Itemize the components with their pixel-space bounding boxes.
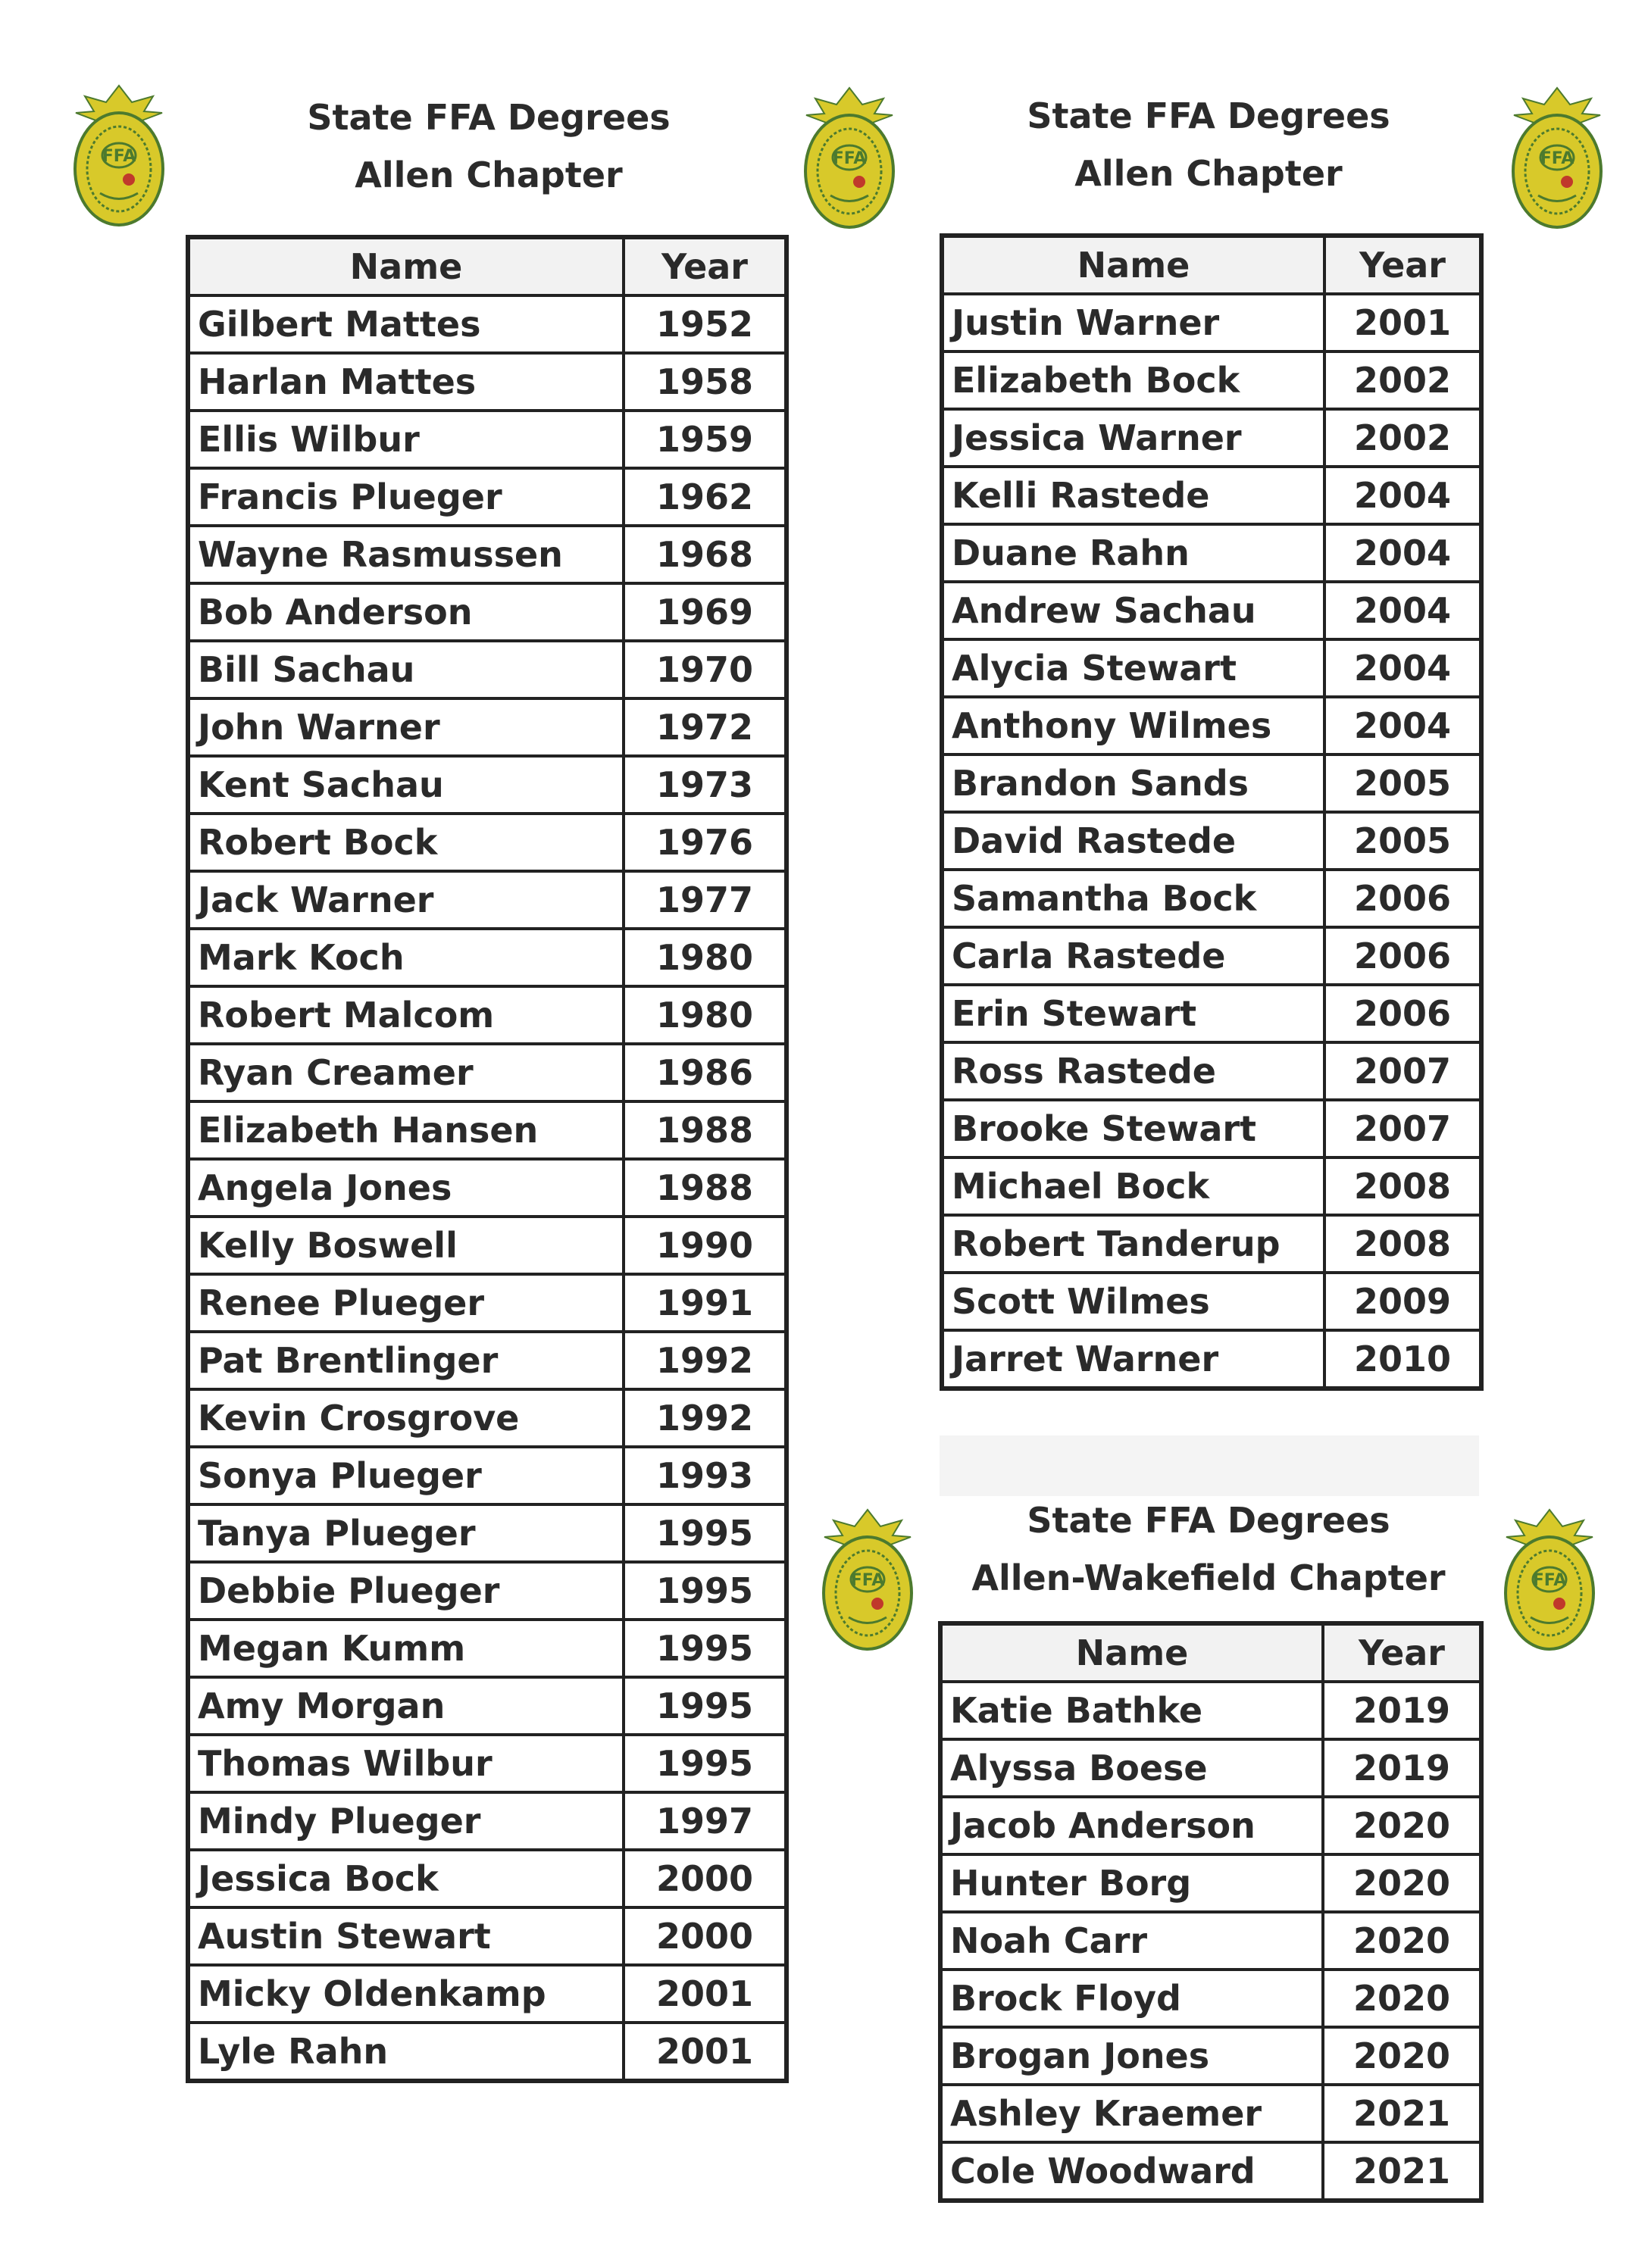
heading-title: State FFA Degrees <box>1027 1500 1390 1541</box>
name-cell: Andrew Sachau <box>942 582 1324 639</box>
year-cell: 2001 <box>624 1965 786 2023</box>
year-cell: 2005 <box>1324 754 1481 812</box>
table-row <box>942 294 1481 351</box>
table-row <box>940 2085 1481 2142</box>
year-cell: 2007 <box>1324 1042 1481 1100</box>
year-cell: 1959 <box>624 411 786 468</box>
heading-chapter: Allen Chapter <box>1074 153 1343 194</box>
table-row <box>942 524 1481 582</box>
year-cell: 2000 <box>624 1907 786 1965</box>
table-row <box>942 1330 1481 1389</box>
year-cell: 1988 <box>624 1159 786 1217</box>
year-cell: 2004 <box>1324 639 1481 697</box>
name-cell: Robert Bock <box>188 814 624 871</box>
name-cell: Lyle Rahn <box>188 2023 624 2081</box>
table-row <box>188 1620 786 1677</box>
table-row <box>942 582 1481 639</box>
name-cell: Sonya Plueger <box>188 1447 624 1504</box>
name-cell: Duane Rahn <box>942 524 1324 582</box>
year-cell: 2008 <box>1324 1215 1481 1273</box>
name-cell: Kelly Boswell <box>188 1217 624 1274</box>
table-row <box>940 1970 1481 2027</box>
year-cell: 1958 <box>624 353 786 411</box>
name-cell: Kelli Rastede <box>942 467 1324 524</box>
table-row <box>188 1217 786 1274</box>
svg-text:FFA: FFA <box>850 1571 885 1590</box>
table-row <box>188 583 786 641</box>
table-row <box>940 1912 1481 1970</box>
year-cell: 2001 <box>624 2023 786 2081</box>
table-row <box>188 1504 786 1562</box>
year-cell: 2020 <box>1323 1797 1481 1854</box>
year-cell: 1992 <box>624 1389 786 1447</box>
name-cell: Austin Stewart <box>188 1907 624 1965</box>
table-row <box>942 351 1481 409</box>
ffa-emblem-icon <box>1508 82 1606 233</box>
name-cell: Gilbert Mattes <box>188 295 624 353</box>
year-cell: 1968 <box>624 526 786 583</box>
table-row <box>942 870 1481 927</box>
name-cell: Alyssa Boese <box>940 1739 1323 1797</box>
year-cell: 2009 <box>1324 1273 1481 1330</box>
name-cell: Robert Tanderup <box>942 1215 1324 1273</box>
year-cell: 2020 <box>1323 1912 1481 1970</box>
year-cell: 2020 <box>1323 1854 1481 1912</box>
table-row <box>188 1792 786 1850</box>
name-cell: Jessica Bock <box>188 1850 624 1907</box>
svg-text:FFA: FFA <box>102 147 136 166</box>
year-cell: 1972 <box>624 698 786 756</box>
year-cell: 2004 <box>1324 524 1481 582</box>
year-cell: 2002 <box>1324 409 1481 467</box>
ffa-emblem-icon <box>70 80 168 231</box>
table-row <box>188 756 786 814</box>
table-row <box>188 1389 786 1447</box>
table-row <box>188 411 786 468</box>
year-cell: 2006 <box>1324 985 1481 1042</box>
column-header-name: Name <box>940 1623 1323 1682</box>
year-cell: 1973 <box>624 756 786 814</box>
table-header-row <box>940 1623 1481 1682</box>
svg-text:FFA: FFA <box>832 149 867 168</box>
name-cell: Noah Carr <box>940 1912 1323 1970</box>
year-cell: 1969 <box>624 583 786 641</box>
name-cell: Hunter Borg <box>940 1854 1323 1912</box>
year-cell: 2020 <box>1323 1970 1481 2027</box>
year-cell: 2019 <box>1323 1739 1481 1797</box>
name-cell: Mark Koch <box>188 929 624 986</box>
svg-text:FFA: FFA <box>1532 1571 1567 1590</box>
name-cell: John Warner <box>188 698 624 756</box>
column-header-year: Year <box>1324 236 1481 294</box>
year-cell: 2019 <box>1323 1682 1481 1739</box>
year-cell: 2002 <box>1324 351 1481 409</box>
table-row <box>940 2142 1481 2201</box>
table-row <box>940 1739 1481 1797</box>
name-cell: Robert Malcom <box>188 986 624 1044</box>
name-cell: Cole Woodward <box>940 2142 1323 2201</box>
table-row <box>942 1100 1481 1157</box>
name-cell: Jessica Warner <box>942 409 1324 467</box>
year-cell: 1962 <box>624 468 786 526</box>
column-header-year: Year <box>624 237 786 295</box>
name-cell: Bob Anderson <box>188 583 624 641</box>
year-cell: 1997 <box>624 1792 786 1850</box>
table-row <box>942 812 1481 870</box>
name-cell: David Rastede <box>942 812 1324 870</box>
name-cell: Jack Warner <box>188 871 624 929</box>
name-cell: Brandon Sands <box>942 754 1324 812</box>
year-cell: 2004 <box>1324 467 1481 524</box>
table-row <box>188 295 786 353</box>
year-cell: 2008 <box>1324 1157 1481 1215</box>
name-cell: Jarret Warner <box>942 1330 1324 1389</box>
name-cell: Renee Plueger <box>188 1274 624 1332</box>
table-row <box>188 1447 786 1504</box>
year-cell: 1980 <box>624 986 786 1044</box>
year-cell: 1976 <box>624 814 786 871</box>
year-cell: 1977 <box>624 871 786 929</box>
year-cell: 2005 <box>1324 812 1481 870</box>
name-cell: Alycia Stewart <box>942 639 1324 697</box>
year-cell: 2020 <box>1323 2027 1481 2085</box>
name-cell: Samantha Bock <box>942 870 1324 927</box>
name-cell: Wayne Rasmussen <box>188 526 624 583</box>
table-row <box>188 353 786 411</box>
table-row <box>188 526 786 583</box>
name-cell: Bill Sachau <box>188 641 624 698</box>
year-cell: 1995 <box>624 1504 786 1562</box>
year-cell: 2004 <box>1324 582 1481 639</box>
table-row <box>188 986 786 1044</box>
scan-artifact <box>940 1435 1479 1496</box>
ffa-emblem-icon <box>818 1504 917 1655</box>
year-cell: 2006 <box>1324 927 1481 985</box>
name-cell: Brogan Jones <box>940 2027 1323 2085</box>
table-row <box>940 1682 1481 1739</box>
degree-table-allen-left <box>186 235 789 2083</box>
name-cell: Brock Floyd <box>940 1970 1323 2027</box>
name-cell: Micky Oldenkamp <box>188 1965 624 2023</box>
year-cell: 2010 <box>1324 1330 1481 1389</box>
year-cell: 1993 <box>624 1447 786 1504</box>
year-cell: 1988 <box>624 1101 786 1159</box>
table-row <box>188 2023 786 2081</box>
table-row <box>940 2027 1481 2085</box>
name-cell: Erin Stewart <box>942 985 1324 1042</box>
svg-text:FFA: FFA <box>1540 149 1575 168</box>
name-cell: Francis Plueger <box>188 468 624 526</box>
table-row <box>188 1735 786 1792</box>
table-row <box>942 985 1481 1042</box>
degree-table-allen-wakefield <box>938 1621 1484 2203</box>
year-cell: 1970 <box>624 641 786 698</box>
year-cell: 2021 <box>1323 2142 1481 2201</box>
table-row <box>942 409 1481 467</box>
heading-title: State FFA Degrees <box>1027 95 1390 136</box>
name-cell: Elizabeth Bock <box>942 351 1324 409</box>
name-cell: Megan Kumm <box>188 1620 624 1677</box>
table-row <box>188 929 786 986</box>
name-cell: Mindy Plueger <box>188 1792 624 1850</box>
name-cell: Katie Bathke <box>940 1682 1323 1739</box>
year-cell: 1995 <box>624 1562 786 1620</box>
heading-title: State FFA Degrees <box>307 97 671 138</box>
heading-chapter: Allen Chapter <box>355 155 623 195</box>
table-row <box>188 1101 786 1159</box>
name-cell: Jacob Anderson <box>940 1797 1323 1854</box>
name-cell: Ross Rastede <box>942 1042 1324 1100</box>
table-header-row <box>188 237 786 295</box>
column-header-name: Name <box>942 236 1324 294</box>
name-cell: Elizabeth Hansen <box>188 1101 624 1159</box>
name-cell: Ellis Wilbur <box>188 411 624 468</box>
column-header-year: Year <box>1323 1623 1481 1682</box>
name-cell: Kevin Crosgrove <box>188 1389 624 1447</box>
table-row <box>188 1274 786 1332</box>
ffa-emblem-icon <box>1500 1504 1599 1655</box>
table-row <box>942 1042 1481 1100</box>
table-row <box>188 1850 786 1907</box>
table-row <box>942 639 1481 697</box>
name-cell: Pat Brentlinger <box>188 1332 624 1389</box>
table-row <box>188 1332 786 1389</box>
ffa-emblem-icon <box>800 82 899 233</box>
name-cell: Debbie Plueger <box>188 1562 624 1620</box>
name-cell: Amy Morgan <box>188 1677 624 1735</box>
name-cell: Kent Sachau <box>188 756 624 814</box>
table-row <box>188 468 786 526</box>
degree-table-allen-right <box>940 233 1484 1391</box>
year-cell: 1995 <box>624 1677 786 1735</box>
name-cell: Thomas Wilbur <box>188 1735 624 1792</box>
name-cell: Brooke Stewart <box>942 1100 1324 1157</box>
table-row <box>188 1907 786 1965</box>
table-row <box>942 697 1481 754</box>
year-cell: 2006 <box>1324 870 1481 927</box>
table-row <box>188 1677 786 1735</box>
table-row <box>942 927 1481 985</box>
table-row <box>942 467 1481 524</box>
name-cell: Angela Jones <box>188 1159 624 1217</box>
name-cell: Justin Warner <box>942 294 1324 351</box>
heading-chapter: Allen-Wakefield Chapter <box>971 1557 1446 1598</box>
year-cell: 1980 <box>624 929 786 986</box>
table-row <box>188 698 786 756</box>
year-cell: 2001 <box>1324 294 1481 351</box>
table-row <box>188 1159 786 1217</box>
section-heading-allen-left <box>227 97 750 195</box>
year-cell: 1992 <box>624 1332 786 1389</box>
year-cell: 1952 <box>624 295 786 353</box>
table-row <box>942 754 1481 812</box>
section-heading-allen-wakefield <box>932 1500 1485 1598</box>
table-row <box>188 1965 786 2023</box>
section-heading-allen-right <box>955 95 1462 194</box>
table-row <box>942 1157 1481 1215</box>
table-row <box>188 871 786 929</box>
year-cell: 1995 <box>624 1735 786 1792</box>
name-cell: Scott Wilmes <box>942 1273 1324 1330</box>
year-cell: 2007 <box>1324 1100 1481 1157</box>
name-cell: Carla Rastede <box>942 927 1324 985</box>
year-cell: 1991 <box>624 1274 786 1332</box>
name-cell: Ryan Creamer <box>188 1044 624 1101</box>
name-cell: Harlan Mattes <box>188 353 624 411</box>
column-header-name: Name <box>188 237 624 295</box>
table-row <box>188 1562 786 1620</box>
table-row <box>188 641 786 698</box>
name-cell: Tanya Plueger <box>188 1504 624 1562</box>
name-cell: Michael Bock <box>942 1157 1324 1215</box>
year-cell: 1986 <box>624 1044 786 1101</box>
table-row <box>942 1215 1481 1273</box>
name-cell: Ashley Kraemer <box>940 2085 1323 2142</box>
year-cell: 2004 <box>1324 697 1481 754</box>
table-row <box>942 1273 1481 1330</box>
year-cell: 1990 <box>624 1217 786 1274</box>
table-header-row <box>942 236 1481 294</box>
name-cell: Anthony Wilmes <box>942 697 1324 754</box>
table-row <box>188 814 786 871</box>
year-cell: 2021 <box>1323 2085 1481 2142</box>
year-cell: 1995 <box>624 1620 786 1677</box>
year-cell: 2000 <box>624 1850 786 1907</box>
table-row <box>940 1854 1481 1912</box>
table-row <box>188 1044 786 1101</box>
table-row <box>940 1797 1481 1854</box>
